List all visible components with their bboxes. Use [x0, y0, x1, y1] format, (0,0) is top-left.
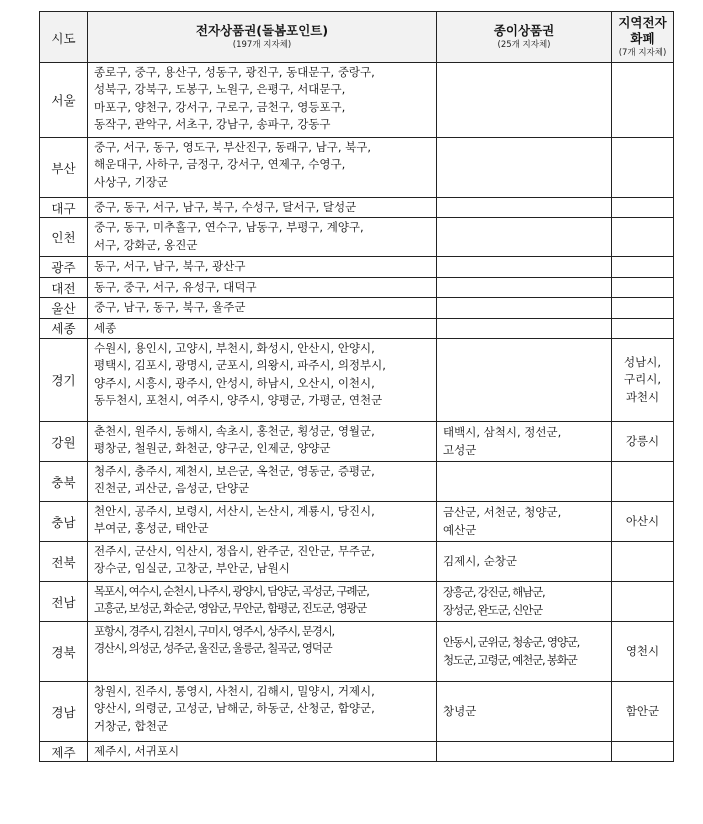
sido-label: 대구: [51, 200, 76, 216]
sido-cell: [40, 198, 88, 218]
region-voucher-table: [39, 11, 674, 762]
paper-cell: [437, 682, 612, 742]
local-cell: [612, 682, 674, 742]
sido-label: 서울: [51, 93, 76, 108]
electronic-cell-line: 동구, 서구, 남구, 북구, 광산구: [94, 259, 246, 274]
electronic-cell: [88, 138, 437, 198]
electronic-cell-line: 사상구, 기장군: [94, 174, 168, 189]
paper-cell: [437, 298, 612, 318]
electronic-cell-line: 천안시, 공주시, 보령시, 서산시, 논산시, 계룡시, 당진시,: [94, 504, 375, 519]
sido-cell: [40, 502, 88, 542]
header-paper: [437, 12, 612, 63]
header-local-title-1: 지역전자: [618, 15, 667, 30]
paper-cell: [437, 198, 612, 218]
sido-cell: [40, 318, 88, 338]
electronic-cell-line: 동두천시, 포천시, 여주시, 양주시, 양평군, 가평군, 연천군: [94, 393, 383, 408]
electronic-cell: [88, 462, 437, 502]
electronic-cell: [88, 622, 437, 682]
paper-cell-line: 장흥군, 강진군, 해남군,: [443, 585, 545, 600]
local-cell: [612, 422, 674, 462]
electronic-cell-line: 세종: [94, 320, 117, 335]
header-electronic: [88, 12, 437, 63]
sido-cell: [40, 257, 88, 277]
local-cell: [612, 63, 674, 138]
paper-cell-line: 고성군: [443, 442, 477, 457]
sido-cell: [40, 582, 88, 622]
sido-label: 인천: [51, 230, 76, 246]
sido-cell: [40, 218, 88, 257]
electronic-cell: [88, 542, 437, 582]
table-row: [40, 138, 674, 198]
electronic-cell-line: 장수군, 임실군, 고창군, 부안군, 남원시: [94, 561, 290, 576]
electronic-cell: [88, 339, 437, 422]
electronic-cell-line: 제주시, 서귀포시: [94, 744, 180, 759]
sido-label: 강원: [51, 434, 76, 450]
table-row: [40, 462, 674, 502]
paper-cell: [437, 422, 612, 462]
table-row: [40, 742, 674, 762]
electronic-cell-line: 중구, 서구, 동구, 영도구, 부산진구, 동래구, 남구, 북구,: [94, 140, 372, 154]
electronic-cell-line: 진천군, 괴산군, 음성군, 단양군: [94, 481, 250, 496]
table-row: [40, 63, 674, 138]
paper-cell: [437, 622, 612, 682]
paper-cell: [437, 339, 612, 422]
local-cell: [612, 138, 674, 198]
paper-cell: [437, 218, 612, 257]
header-paper-title: 종이상품권: [493, 23, 555, 38]
paper-cell: [437, 277, 612, 297]
sido-label: 울산: [51, 300, 76, 316]
electronic-cell: [88, 298, 437, 318]
sido-label: 충남: [51, 514, 76, 530]
header-electronic-title: 전자상품권(돌봄포인트): [195, 23, 329, 38]
electronic-cell-line: 마포구, 양천구, 강서구, 구로구, 금천구, 영등포구,: [94, 99, 346, 114]
electronic-cell-line: 경산시, 의성군, 성주군, 울진군, 울릉군, 칠곡군, 영덕군: [94, 641, 332, 656]
sido-cell: [40, 622, 88, 682]
local-cell-line: 강릉시: [625, 433, 660, 448]
local-cell-line: 성남시,: [624, 354, 661, 369]
electronic-cell-line: 양산시, 의령군, 고성군, 남해군, 하동군, 산청군, 함양군,: [94, 701, 375, 716]
electronic-cell-line: 춘천시, 원주시, 동해시, 속초시, 홍천군, 횡성군, 영월군,: [94, 424, 375, 439]
electronic-cell-line: 부여군, 홍성군, 태안군: [94, 521, 209, 536]
local-cell: [612, 502, 674, 542]
paper-cell: [437, 63, 612, 138]
electronic-cell-line: 목포시, 여수시, 순천시, 나주시, 광양시, 담양군, 곡성군, 구례군,: [94, 584, 369, 599]
sido-label: 광주: [51, 260, 76, 276]
local-cell: [612, 339, 674, 422]
paper-cell: [437, 582, 612, 622]
local-cell: [612, 462, 674, 502]
electronic-cell-line: 서구, 강화군, 옹진군: [94, 237, 198, 252]
sido-label: 경기: [51, 373, 76, 389]
sido-label: 전남: [51, 594, 76, 610]
table-row: [40, 339, 674, 422]
table-row: [40, 218, 674, 257]
electronic-cell: [88, 422, 437, 462]
paper-cell: [437, 502, 612, 542]
sido-label: 세종: [51, 321, 76, 337]
table-row: [40, 682, 674, 742]
header-local-sub: (7개 지자체): [618, 48, 667, 58]
electronic-cell-line: 양주시, 시흥시, 광주시, 안성시, 하남시, 오산시, 이천시,: [94, 375, 375, 390]
paper-cell-line: 김제시, 순창군: [443, 553, 517, 568]
sido-label: 대전: [51, 280, 76, 296]
paper-cell-line: 청도군, 고령군, 예천군, 봉화군: [443, 652, 577, 667]
local-cell: [612, 582, 674, 622]
electronic-cell-line: 동구, 중구, 서구, 유성구, 대덕구: [94, 279, 257, 294]
sido-label: 부산: [51, 160, 76, 176]
electronic-cell-line: 동작구, 관악구, 서초구, 강남구, 송파구, 강동구: [94, 117, 331, 132]
header-paper-sub: (25개 지자체): [497, 40, 551, 50]
electronic-cell-line: 전주시, 군산시, 익산시, 정읍시, 완주군, 진안군, 무주군,: [94, 544, 375, 559]
table-row: [40, 622, 674, 682]
table-row: [40, 257, 674, 277]
electronic-cell-line: 창원시, 진주시, 통영시, 사천시, 김해시, 밀양시, 거제시,: [94, 684, 375, 699]
local-cell: [612, 742, 674, 762]
table-row: [40, 318, 674, 338]
local-cell-line: 구리시,: [624, 372, 661, 387]
electronic-cell: [88, 198, 437, 218]
region-table-wrapper: [39, 11, 674, 762]
header-electronic-sub: (197개 지자체): [232, 40, 292, 50]
sido-label: 전북: [51, 554, 76, 570]
local-cell: [612, 277, 674, 297]
local-cell-line: 영천시: [625, 643, 660, 658]
sido-cell: [40, 462, 88, 502]
electronic-cell: [88, 502, 437, 542]
paper-cell: [437, 257, 612, 277]
electronic-cell-line: 중구, 남구, 동구, 북구, 울주군: [94, 300, 246, 315]
table-row: [40, 198, 674, 218]
electronic-cell-line: 평택시, 김포시, 광명시, 군포시, 의왕시, 파주시, 의정부시,: [94, 358, 386, 373]
electronic-cell-line: 성북구, 강북구, 도봉구, 노원구, 은평구, 서대문구,: [94, 82, 346, 97]
paper-cell-line: 예산군: [443, 522, 477, 537]
sido-label: 제주: [51, 744, 76, 760]
sido-cell: [40, 277, 88, 297]
table-body: [40, 63, 674, 762]
table-row: [40, 298, 674, 318]
table-row: [40, 502, 674, 542]
electronic-cell: [88, 277, 437, 297]
electronic-cell-line: 중구, 동구, 서구, 남구, 북구, 수성구, 달서구, 달성군: [94, 200, 357, 214]
electronic-cell-line: 수원시, 용인시, 고양시, 부천시, 화성시, 안산시, 안양시,: [94, 341, 375, 356]
header-sido: [40, 12, 88, 63]
paper-cell-line: 금산군, 서천군, 청양군,: [443, 505, 562, 520]
paper-cell: [437, 138, 612, 198]
table-row: [40, 542, 674, 582]
sido-label: 경북: [51, 644, 76, 660]
paper-cell-line: 태백시, 삼척시, 정선군,: [443, 425, 562, 440]
table-row: [40, 277, 674, 297]
sido-cell: [40, 422, 88, 462]
electronic-cell: [88, 742, 437, 762]
paper-cell: [437, 318, 612, 338]
electronic-cell-line: 평창군, 철원군, 화천군, 양구군, 인제군, 양양군: [94, 441, 331, 456]
electronic-cell-line: 거창군, 합천군: [94, 718, 168, 733]
electronic-cell-line: 청주시, 충주시, 제천시, 보은군, 옥천군, 영동군, 증평군,: [94, 464, 375, 479]
paper-cell-line: 장성군, 완도군, 신안군: [443, 602, 543, 617]
local-cell: [612, 298, 674, 318]
local-cell-line: 함안군: [625, 703, 660, 718]
local-cell: [612, 622, 674, 682]
electronic-cell: [88, 682, 437, 742]
sido-cell: [40, 542, 88, 582]
electronic-cell: [88, 257, 437, 277]
table-row: [40, 422, 674, 462]
sido-cell: [40, 138, 88, 198]
electronic-cell-line: 종로구, 중구, 용산구, 성동구, 광진구, 동대문구, 중랑구,: [94, 65, 375, 79]
sido-label: 충북: [51, 474, 76, 490]
paper-cell: [437, 462, 612, 502]
electronic-cell: [88, 63, 437, 138]
sido-cell: [40, 298, 88, 318]
sido-cell: [40, 339, 88, 422]
local-cell: [612, 198, 674, 218]
local-cell-line: 과천시: [625, 389, 660, 404]
paper-cell-line: 창녕군: [443, 703, 477, 718]
sido-cell: [40, 63, 88, 138]
electronic-cell-line: 중구, 동구, 미추홀구, 연수구, 남동구, 부평구, 계양구,: [94, 220, 364, 235]
header-sido-label: 시도: [51, 30, 76, 46]
electronic-cell-line: 해운대구, 사하구, 금정구, 강서구, 연제구, 수영구,: [94, 157, 346, 172]
electronic-cell-line: 포항시, 경주시, 김천시, 구미시, 영주시, 상주시, 문경시,: [94, 624, 335, 639]
sido-label: 경남: [51, 704, 76, 720]
electronic-cell: [88, 582, 437, 622]
paper-cell-line: 안동시, 군위군, 청송군, 영양군,: [443, 635, 580, 650]
electronic-cell: [88, 218, 437, 257]
electronic-cell-line: 고흥군, 보성군, 화순군, 영암군, 무안군, 함평군, 진도군, 영광군: [94, 601, 367, 616]
sido-cell: [40, 682, 88, 742]
table-row: [40, 582, 674, 622]
local-cell: [612, 218, 674, 257]
paper-cell: [437, 742, 612, 762]
local-cell: [612, 542, 674, 582]
electronic-cell: [88, 318, 437, 338]
header-local: [612, 12, 674, 63]
sido-cell: [40, 742, 88, 762]
local-cell: [612, 257, 674, 277]
local-cell: [612, 318, 674, 338]
header-row: [40, 12, 674, 63]
local-cell-line: 아산시: [625, 513, 660, 528]
paper-cell: [437, 542, 612, 582]
header-local-title-2: 화폐: [630, 31, 655, 46]
